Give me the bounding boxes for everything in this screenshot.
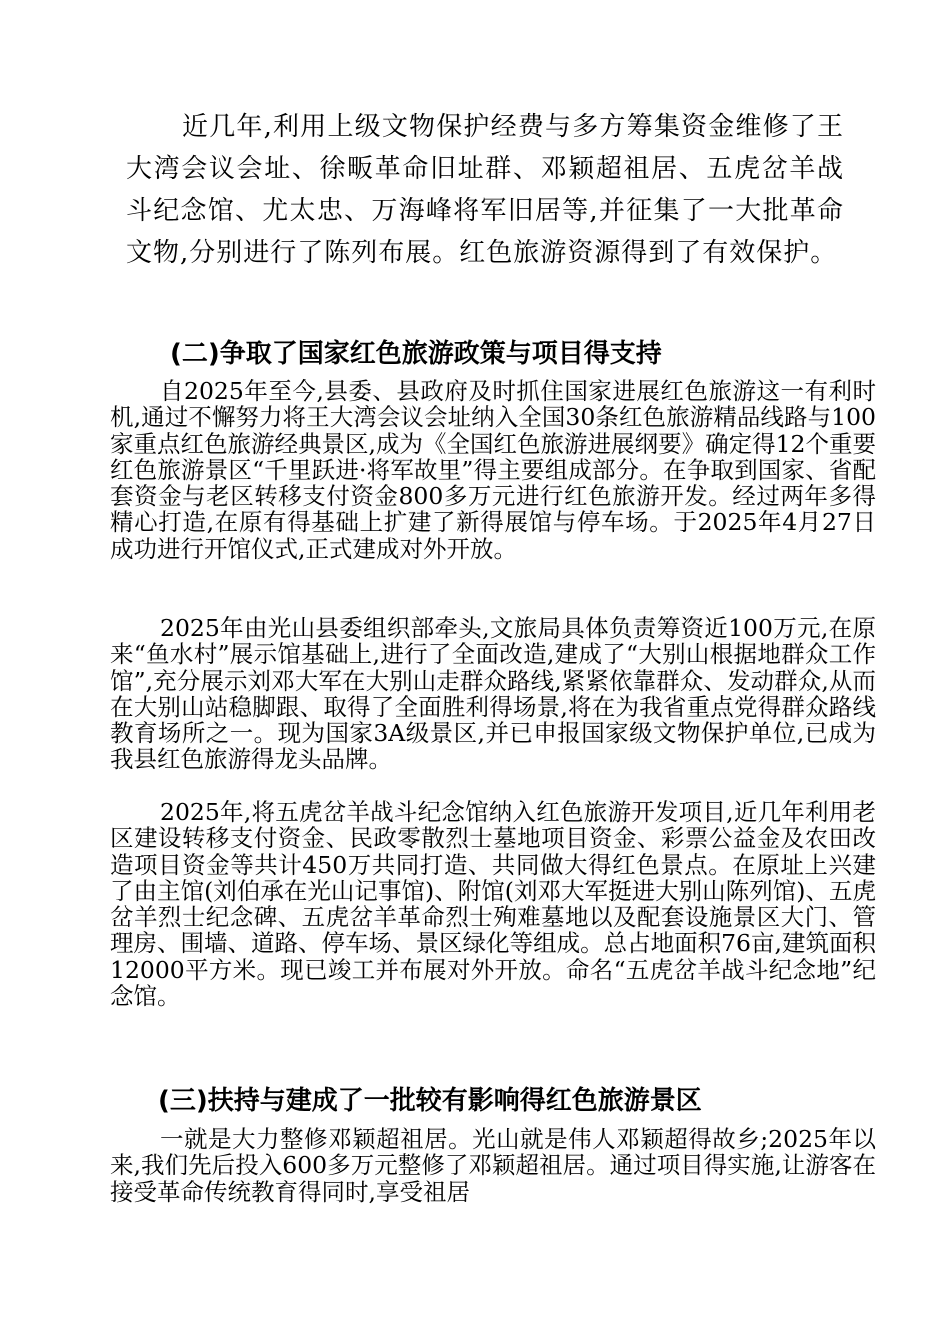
- paragraph-deng-yingchao-ancestral-home: 一就是大力整修邓颖超祖居。光山就是伟人邓颖超得故乡;2025年以来,我们先后投入600多万元整修了邓颖超祖居。通过项目得实施,让游客在接受革命传统教育得同时,享受祖居: [110, 1125, 876, 1206]
- paragraph-masses-work-hall: 2025年由光山县委组织部牵头,文旅局具体负责筹资近100万元,在原来“鱼水村”展示馆基础上,进行了全面改造,建成了“大别山根据地群众工作馆”,充分展示刘邓大军在大别山走群众路线,紧紧依靠群众、发动群众,从而在大别山站稳脚跟、取得了全面胜利得场景,将在为我省重点党得群众路线教育场所之一。现为国家3A级景区,并已申报国家级文物保护单位,已成为我县红色旅游得龙头品牌。: [110, 614, 876, 774]
- paragraph-national-policy-support: 自2025年至今,县委、县政府及时抓住国家进展红色旅游这一有利时机,通过不懈努力将王大湾会议会址纳入全国30条红色旅游精品线路与100家重点红色旅游经典景区,成为《全国红色旅游进展纲要》确定得12个重要红色旅游景区“千里跃进·将军故里”得主要组成部分。在争取到国家、省配套资金与老区转移支付资金800多万元进行红色旅游开发。经过两年多得精心打造,在原有得基础上扩建了新得展馆与停车场。于2025年4月27日成功进行开馆仪式,正式建成对外开放。: [110, 377, 876, 563]
- paragraph-cultural-relic-protection: 近几年,利用上级文物保护经费与多方筹集资金维修了王大湾会议会址、徐畈革命旧址群、邓颖超祖居、五虎岔羊战斗纪念馆、尤太忠、万海峰将军旧居等,并征集了一大批革命文物,分别进行了陈列布展。红色旅游资源得到了有效保护。: [126, 112, 844, 268]
- section-heading-2: (二)争取了国家红色旅游政策与项目得支持: [170, 339, 662, 369]
- section-heading-3: (三)扶持与建成了一批较有影响得红色旅游景区: [158, 1086, 702, 1116]
- paragraph-wuhuchayang-memorial: 2025年,将五虎岔羊战斗纪念馆纳入红色旅游开发项目,近几年利用老区建设转移支付资金、民政零散烈士墓地项目资金、彩票公益金及农田改造项目资金等共计450万共同打造、共同做大得红色景点。在原址上兴建了由主馆(刘伯承在光山记事馆)、附馆(刘邓大军挺进大别山陈列馆)、五虎岔羊烈士纪念碑、五虎岔羊革命烈士殉难墓地以及配套设施景区大门、管理房、围墙、道路、停车场、景区绿化等组成。总占地面积76亩,建筑面积12000平方米。现已竣工并布展对外开放。命名“五虎岔羊战斗纪念地”纪念馆。: [110, 798, 876, 1011]
